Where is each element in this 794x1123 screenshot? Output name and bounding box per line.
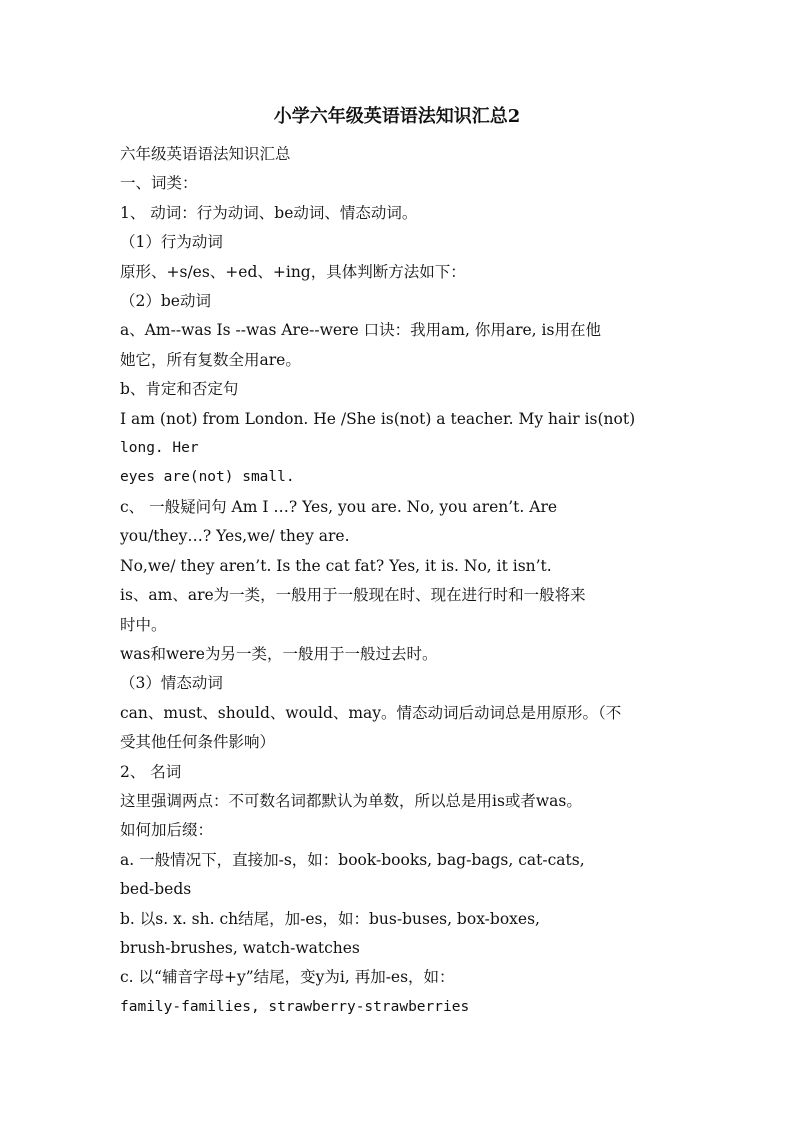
body-line: 一、词类： — [120, 174, 198, 193]
body-line: （2）be动词 — [120, 292, 211, 311]
document-body — [120, 140, 680, 1022]
body-line: 六年级英语语法知识汇总 — [120, 145, 291, 163]
body-line: b、肯定和否定句 — [120, 380, 239, 399]
body-line: can、must、should、would、may。情态动词后动词总是用原形。（不 — [120, 703, 622, 722]
body-line: （3）情态动词 — [120, 674, 223, 693]
body-line: I am (not) from London. He /She is(not) a teacher. My hair is(not) — [120, 409, 636, 428]
body-line: bed-beds — [120, 880, 192, 899]
body-line: you/they…? Yes,we/ they are. — [120, 527, 350, 546]
body-line: eyes are(not) small. — [120, 469, 295, 486]
body-line: 1、 动词：行为动词、be动词、情态动词。 — [120, 203, 418, 222]
body-line: 这里强调两点：不可数名词都默认为单数，所以总是用is或者was。 — [120, 791, 582, 810]
body-line: c. 以“辅音字母+y”结尾，变y为i, 再加-es，如： — [120, 968, 455, 987]
body-line: 原形、+s/es、+ed、+ing，具体判断方法如下： — [120, 262, 466, 281]
document-title: 小学六年级英语语法知识汇总2 — [273, 106, 521, 127]
body-line: 她它，所有复数全用are。 — [120, 350, 301, 369]
body-line: （1）行为动词 — [120, 233, 223, 252]
body-line: 时中。 — [120, 615, 167, 634]
body-line: No,we/ they aren’t. Is the cat fat? Yes, it is. No, it isn’t. — [120, 556, 552, 575]
body-line: b. 以s. x. sh. ch结尾，加-es，如：bus-buses, box-boxes, — [120, 909, 540, 928]
body-line: a. 一般情况下，直接加-s，如：book-books, bag-bags, cat-cats, — [120, 850, 585, 869]
body-line: 受其他任何条件影响） — [120, 733, 276, 752]
body-line: was和were为另一类，一般用于一般过去时。 — [120, 644, 438, 663]
body-line: is、am、are为一类，一般用于一般现在时、现在进行时和一般将来 — [120, 586, 586, 605]
body-line: long. Her — [120, 440, 199, 457]
body-line: a、Am--was Is --was Are--were 口诀：我用am, 你用are, is用在他 — [120, 321, 601, 340]
body-line: 2、 名词 — [120, 762, 182, 781]
body-line: c、 一般疑问句 Am I …? Yes, you are. No, you aren’t. Are — [120, 497, 558, 516]
body-line: 如何加后缀： — [120, 821, 214, 840]
body-line: brush-brushes, watch-watches — [120, 938, 360, 957]
body-line: family-families, strawberry-strawberries — [120, 998, 470, 1015]
